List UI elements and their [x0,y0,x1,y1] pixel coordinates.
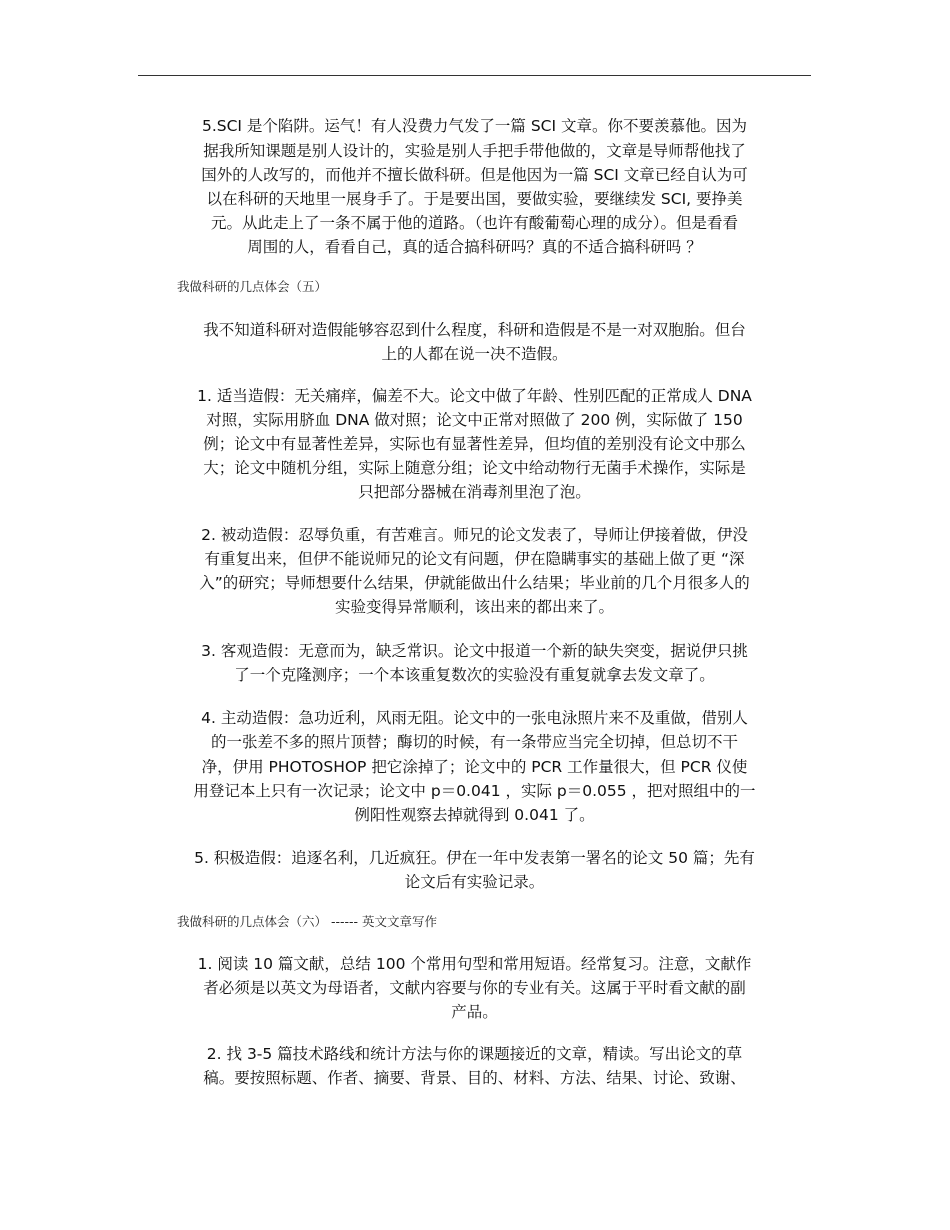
text-line: 只把部分器械在消毒剂里泡了泡。 [358,483,591,501]
text-line: 周围的人，看看自己，真的适合搞科研吗？真的不适合搞科研吗 ？ [247,238,702,256]
text-line: 5. 积极造假：追逐名利，几近疯狂。伊在一年中发表第一署名的论文 50 篇；先有 [194,849,755,867]
text-line: 例；论文中有显著性差异，实际也有显著性差异，但均值的差别没有论文中那么 [203,435,746,453]
text-line: 3. 客观造假：无意而为，缺乏常识。论文中报道一个新的缺失突变，据说伊只挑 [201,642,748,660]
text-line: 5.SCI 是个陷阱。运气！有人没费力气发了一篇 SCI 文章。你不要羡慕他。因为 [201,117,748,135]
text-line: 4. 主动造假：急功近利，风雨无阻。论文中的一张电泳照片来不及重做，借别人 [201,709,748,727]
text-line: 净，伊用 PHOTOSHOP 把它涂掉了；论文中的 PCR 工作量很大，但 PCR 仪使 [201,758,748,776]
text-line: 产品。 [451,1003,498,1021]
text-line: 据我所知课题是别人设计的，实验是别人手把手带他做的，文章是导师帮他找了 [203,142,746,160]
text-line: 2. 找 3-5 篇技术路线和统计方法与你的课题接近的文章，精读。写出论文的草 [206,1045,743,1063]
text-line: 稿。要按照标题、作者、摘要、背景、目的、材料、方法、结果、讨论、致谢、 [203,1069,746,1087]
text-line: 实验变得异常顺利，该出来的都出来了。 [334,598,614,616]
header-rule [138,75,811,76]
text-line: 1. 适当造假：无关痛痒，偏差不大。论文中做了年龄、性别匹配的正常成人 DNA [197,387,752,405]
text-line: 对照，实际用脐血 DNA 做对照；论文中正常对照做了 200 例，实际做了 150 [206,411,743,429]
text-line: 的一张差不多的照片顶替；酶切的时候，有一条带应当完全切掉，但总切不干 [210,733,738,751]
text-line: 者必须是以英文为母语者，文献内容要与你的专业有关。这属于平时看文献的副 [203,979,746,997]
text-line: 论文后有实验记录。 [404,873,545,891]
text-line: 以在科研的天地里一展身手了。于是要出国，要做实验，要继续发 SCI, 要挣美 [206,190,743,208]
text-line: 2. 被动造假：忍辱负重，有苦难言。师兄的论文发表了，导师让伊接着做，伊没 [201,526,748,544]
text-line: 我不知道科研对造假能够容忍到什么程度，科研和造假是不是一对双胞胎。但台 [203,321,746,339]
text-line: 用登记本上只有一次记录；论文中 p＝0.041 ，实际 p＝0.055 ，把对照组中的一 [193,782,756,800]
text-line: 上的人都在说一决不造假。 [381,345,568,363]
text-line: 入”的研究；导师想要什么结果，伊就能做出什么结果；毕业前的几个月很多人的 [199,574,750,592]
text-line: 例阳性观察去掉就得到 0.041 了。 [354,806,595,824]
text-line: 1. 阅读 10 篇文献，总结 100 个常用句型和常用短语。经常复习。注意，文献作 [197,955,752,973]
text-line: 大；论文中随机分组，实际上随意分组；论文中给动物行无菌手术操作，实际是 [203,459,746,477]
section-heading-6: 我做科研的几点体会（六） ------ 英文文章写作 [177,914,438,929]
text-line: 了一个克隆测序；一个本该重复数次的实验没有重复就拿去发文章了。 [234,666,715,684]
text-line: 有重复出来，但伊不能说师兄的论文有问题，伊在隐瞒事实的基础上做了更 “深 [204,550,745,568]
text-line: 国外的人改写的，而他并不擅长做科研。但是他因为一篇 SCI 文章已经自认为可 [201,166,748,184]
text-line: 元。从此走上了一条不属于他的道路。（也许有酸葡萄心理的成分）。但是看看 [210,214,738,232]
section-heading-5: 我做科研的几点体会（五） [177,279,328,294]
